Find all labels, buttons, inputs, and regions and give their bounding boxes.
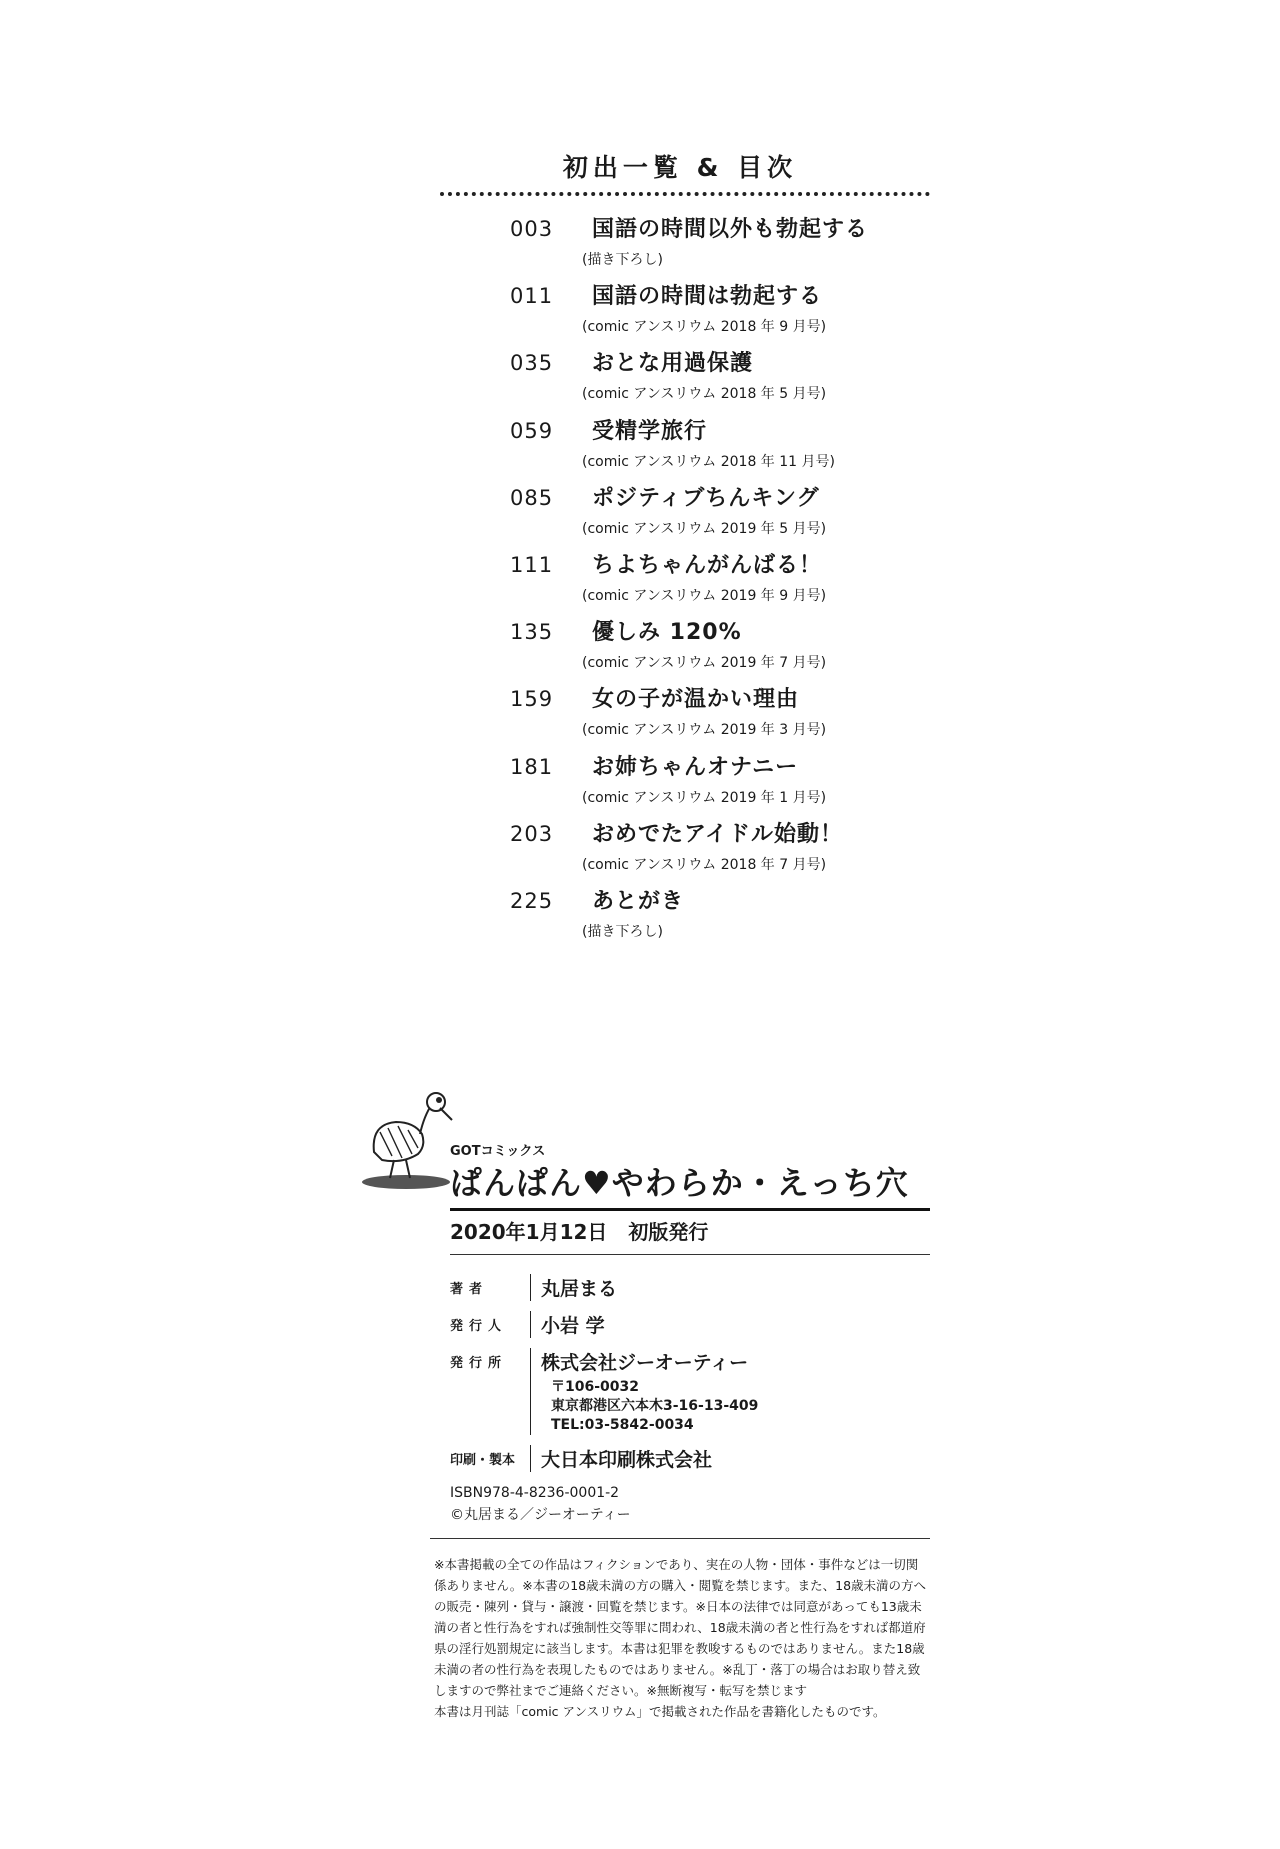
toc-entry-source: (comic アンスリウム 2019 年 9 月号) [582, 587, 827, 604]
toc-page-number: 135 [510, 620, 554, 645]
toc-page-number: 035 [510, 351, 554, 376]
legal-notice [434, 1554, 928, 1722]
series-label: GOTコミックス [450, 1144, 546, 1159]
toc-page-number: 225 [510, 888, 554, 913]
toc-entry-line [510, 615, 1030, 646]
toc-entry-line [510, 884, 1030, 915]
credit-row-company [450, 1348, 910, 1435]
toc-entry-title: 優しみ 120% [592, 620, 742, 646]
toc-entry-source: (描き下ろし) [582, 923, 663, 940]
colophon [350, 1090, 930, 1790]
toc-entry [510, 346, 1030, 413]
toc-entry-title: 国語の時間以外も勃起する [592, 217, 869, 242]
toc-entry-source: (comic アンスリウム 2018 年 11 月号) [582, 453, 835, 470]
toc-entry-source: (comic アンスリウム 2019 年 7 月号) [582, 655, 827, 672]
credit-separator [530, 1348, 531, 1435]
toc-entry-title: ポジティブちんキング [592, 485, 820, 511]
credit-value: 丸居まる [541, 1278, 618, 1300]
telephone: TEL:03-5842-0034 [551, 1417, 694, 1433]
toc-entry-line [510, 750, 1030, 781]
toc-entry-title: 女の子が温かい理由 [592, 687, 800, 713]
postal-code: 〒106-0032 [551, 1379, 639, 1395]
toc-page-number: 159 [510, 687, 554, 712]
toc-page-number: 003 [510, 217, 554, 241]
notice-rule [430, 1538, 930, 1539]
credit-value: 小岩 学 [541, 1315, 605, 1337]
toc-title: 初出一覧 & 目次 [562, 153, 798, 182]
toc-entry-title: おとな用過保護 [592, 351, 754, 377]
company-block [541, 1348, 758, 1435]
notice-text: ※本書掲載の全ての作品はフィクションであり、実在の人物・団体・事件などは一切関係ありません。※本書の18歳未満の方の購入・閲覧を禁じます。また、18歳未満の方への販売・陳列・貸与・譲渡・回覧を禁じます。※日本の法律では同意があっても13歳未満の者と性行為をすれば強制性交等罪に問われ、18歳未満の者と性行為をすれば都道府県の淫行処罰規定に該当します。本書は犯罪を教唆するものではありません。また18歳未満の者の性行為を表現したものではありません。※乱丁・落丁の場合はお取り替え致しますので弊社までご連絡ください。※無断複写・転写を禁じます [434, 1557, 927, 1698]
credit-label: 著者 [450, 1282, 489, 1297]
toc-entry-line [510, 279, 1030, 310]
isbn-block [450, 1482, 631, 1526]
toc-page-number: 181 [510, 754, 554, 779]
street-address: 東京都港区六本木3-16-13-409 [551, 1398, 759, 1414]
toc-entry-title: お姉ちゃんオナニー [592, 754, 799, 780]
credit-row-author [450, 1274, 910, 1301]
credit-label: 発行所 [450, 1356, 508, 1371]
dotted-divider [440, 192, 930, 196]
toc-entry [510, 414, 1030, 481]
toc-entry-line [510, 817, 1030, 848]
date-rule [450, 1254, 930, 1255]
toc-entry-line [510, 481, 1030, 512]
toc-entry-source: (描き下ろし) [582, 252, 663, 268]
toc-entry [510, 548, 1030, 615]
toc-entry-source: (comic アンスリウム 2018 年 9 月号) [582, 319, 827, 336]
credit-value: 株式会社ジーオーティー [541, 1352, 749, 1374]
toc-entry-line [510, 414, 1030, 445]
credits [450, 1274, 910, 1482]
credit-separator [530, 1311, 531, 1338]
toc-page-number: 011 [510, 284, 554, 309]
toc-entry [510, 481, 1030, 548]
credit-label: 印刷・製本 [450, 1453, 516, 1468]
toc-entry [510, 615, 1030, 682]
toc-page-number: 111 [510, 552, 554, 577]
toc-entry [510, 750, 1030, 817]
toc-entry-source: (comic アンスリウム 2019 年 3 月号) [582, 722, 827, 739]
publication-date: 2020年1月12日 初版発行 [450, 1220, 709, 1244]
toc-entry-source: (comic アンスリウム 2018 年 5 月号) [582, 386, 827, 403]
toc-list [510, 212, 1030, 951]
toc-entry-title: あとがき [592, 888, 685, 914]
toc-entry [510, 682, 1030, 749]
toc-page-number: 085 [510, 485, 554, 510]
isbn: ISBN978-4-8236-0001-2 [450, 1485, 620, 1501]
credit-separator [530, 1445, 531, 1472]
toc-entry-line [510, 212, 1030, 243]
toc-entry-title: 受精学旅行 [592, 418, 708, 444]
toc-entry-line [510, 548, 1030, 579]
toc-entry-title: おめでたアイドル始動！ [592, 821, 844, 847]
toc-entry [510, 817, 1030, 884]
toc-entry-line [510, 346, 1030, 377]
credit-separator [530, 1274, 531, 1301]
toc-entry-source: (comic アンスリウム 2019 年 5 月号) [582, 520, 827, 537]
toc-entry-title: ちよちゃんがんばる！ [592, 552, 823, 578]
toc-entry [510, 884, 1030, 951]
credit-row-printer [450, 1445, 910, 1472]
toc-entry [510, 279, 1030, 346]
toc-page-number: 059 [510, 418, 554, 443]
toc-page-number: 203 [510, 821, 554, 846]
toc-entry-source: (comic アンスリウム 2019 年 1 月号) [582, 789, 827, 806]
toc-entry [510, 212, 1030, 279]
toc-entry-title: 国語の時間は勃起する [592, 284, 823, 310]
address-block [551, 1378, 758, 1435]
title-rule [450, 1208, 930, 1211]
toc-entry-line [510, 682, 1030, 713]
notice-footer: 本書は月刊誌「comic アンスリウム」で掲載された作品を書籍化したものです。 [434, 1704, 886, 1719]
credit-row-publisher [450, 1311, 910, 1338]
book-title: ぱんぱん♥やわらか・えっち穴 [450, 1164, 909, 1202]
copyright: ©丸居まる／ジーオーティー [450, 1507, 631, 1523]
credit-value: 大日本印刷株式会社 [541, 1449, 713, 1471]
toc-entry-source: (comic アンスリウム 2018 年 7 月号) [582, 856, 827, 873]
credit-label: 発行人 [450, 1319, 508, 1334]
